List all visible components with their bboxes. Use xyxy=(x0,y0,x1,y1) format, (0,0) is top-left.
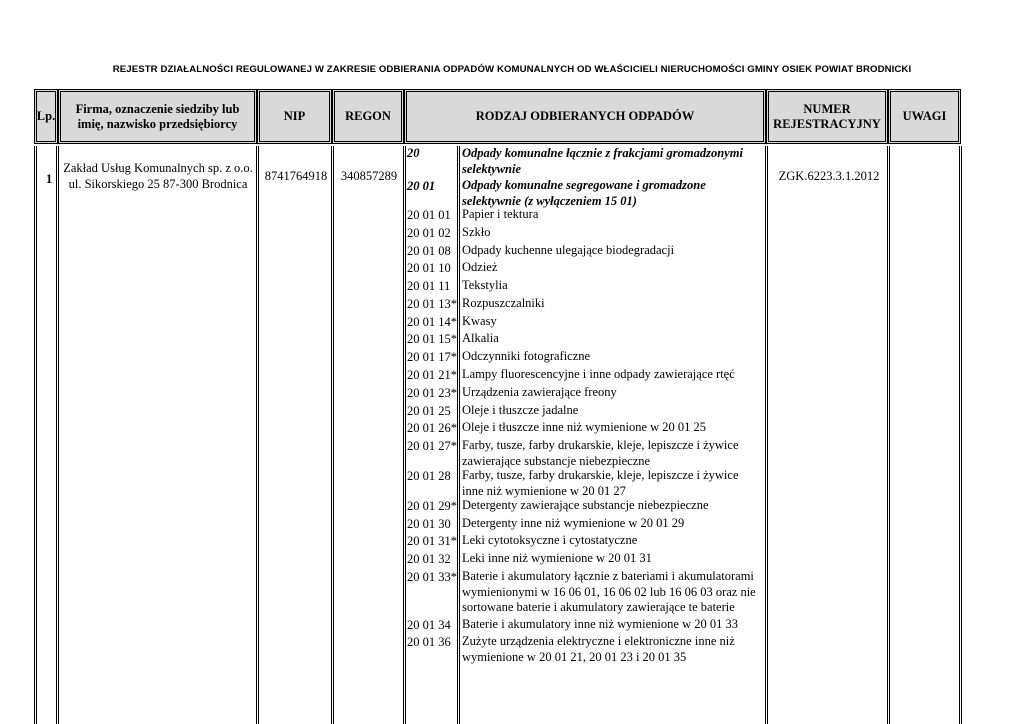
waste-desc: Oleje i tłuszcze inne niż wymienione w 20 01 25 xyxy=(462,420,707,434)
waste-code: 20 01 xyxy=(407,179,436,193)
waste-code: 20 01 34 xyxy=(407,618,451,632)
waste-desc: Zużyte urządzenia elektryczne i elektroniczne inne niż wymienione w 20 01 21, 20 01 23 i 20 01 35 xyxy=(462,634,735,664)
waste-code: 20 01 30 xyxy=(407,517,451,531)
waste-desc: Farby, tusze, farby drukarskie, kleje, lepiszcze i żywice inne niż wymienione w 20 01 27 xyxy=(462,468,739,498)
column-divider xyxy=(56,146,59,724)
waste-code: 20 01 21* xyxy=(407,368,457,382)
waste-desc: Szkło xyxy=(462,225,491,239)
header-numer: NUMER REJESTRACYJNY xyxy=(766,89,888,144)
column-divider xyxy=(403,146,406,724)
waste-code: 20 01 13* xyxy=(407,297,457,311)
header-uwagi: UWAGI xyxy=(888,89,961,144)
waste-code: 20 01 11 xyxy=(407,279,451,293)
waste-desc: Baterie i akumulatory łącznie z bateriami i akumulatorami wymienionymi w 16 06 01, 16 06 02 lub 16 06 03 oraz nie sortowane baterie i akumulatory zawierające te baterie xyxy=(462,569,756,614)
waste-desc: Odpady komunalne łącznie z frakcjami gromadzonymi selektywnie xyxy=(462,146,743,176)
waste-code: 20 01 08 xyxy=(407,244,451,258)
column-divider xyxy=(256,146,259,724)
header-nip: NIP xyxy=(257,89,332,144)
waste-code: 20 01 15* xyxy=(407,332,457,346)
waste-desc: Detergenty zawierające substancje niebezpieczne xyxy=(462,498,709,512)
header-firma: Firma, oznaczenie siedziby lub imię, nazwisko przedsiębiorcy xyxy=(58,89,257,144)
waste-code: 20 01 23* xyxy=(407,386,457,400)
header-lp: Lp. xyxy=(34,89,58,144)
header-rodzaj: RODZAJ ODBIERANYCH ODPADÓW xyxy=(404,89,766,144)
column-divider xyxy=(765,146,768,724)
waste-code: 20 01 33* xyxy=(407,570,457,584)
column-divider xyxy=(959,146,962,724)
waste-code: 20 01 28 xyxy=(407,469,451,483)
waste-desc: Urządzenia zawierające freony xyxy=(462,385,617,399)
waste-code: 20 01 17* xyxy=(407,350,457,364)
waste-code: 20 01 01 xyxy=(407,208,451,222)
entry-regon: 340857289 xyxy=(340,169,398,183)
entry-lp: 1 xyxy=(46,172,53,186)
document-title: REJESTR DZIAŁALNOŚCI REGULOWANEJ W ZAKRESIE ODBIERANIA ODPADÓW KOMUNALNYCH OD WŁAŚCICIELI NIERUCHOMOŚCI GMINY OSIEK POWIAT BRODNICKI xyxy=(112,64,912,75)
waste-desc: Odpady kuchenne ulegające biodegradacji xyxy=(462,243,675,257)
column-divider xyxy=(887,146,890,724)
waste-code: 20 01 27* xyxy=(407,439,457,453)
waste-code: 20 01 32 xyxy=(407,552,451,566)
entry-firma-line2: ul. Sikorskiego 25 87-300 Brodnica xyxy=(68,177,248,191)
waste-code: 20 01 29* xyxy=(407,499,457,513)
waste-desc: Farby, tusze, farby drukarskie, kleje, lepiszcze i żywice zawierające substancje niebezpieczne xyxy=(462,438,739,468)
waste-code: 20 01 36 xyxy=(407,635,451,649)
waste-desc: Leki inne niż wymienione w 20 01 31 xyxy=(462,551,652,565)
entry-numer: ZGK.6223.3.1.2012 xyxy=(778,169,880,183)
waste-desc: Leki cytotoksyczne i cytostatyczne xyxy=(462,533,638,547)
header-regon: REGON xyxy=(332,89,404,144)
column-divider xyxy=(331,146,334,724)
waste-desc: Odczynniki fotograficzne xyxy=(462,349,591,363)
waste-desc: Papier i tektura xyxy=(462,207,539,221)
entry-firma-line1: Zakład Usług Komunalnych sp. z o.o. xyxy=(63,161,253,175)
waste-code: 20 01 10 xyxy=(407,261,451,275)
waste-desc: Tekstylia xyxy=(462,278,508,292)
entry-nip: 8741764918 xyxy=(264,169,328,183)
waste-desc: Detergenty inne niż wymienione w 20 01 29 xyxy=(462,516,685,530)
waste-code: 20 01 02 xyxy=(407,226,451,240)
waste-code: 20 01 26* xyxy=(407,421,457,435)
waste-desc: Alkalia xyxy=(462,331,499,345)
waste-desc: Baterie i akumulatory inne niż wymienione w 20 01 33 xyxy=(462,617,738,631)
waste-desc: Lampy fluorescencyjne i inne odpady zawierające rtęć xyxy=(462,367,735,381)
waste-desc: Odzież xyxy=(462,260,498,274)
waste-desc: Oleje i tłuszcze jadalne xyxy=(462,403,579,417)
waste-desc: Kwasy xyxy=(462,314,497,328)
column-divider xyxy=(34,146,37,724)
waste-desc: Rozpuszczalniki xyxy=(462,296,545,310)
waste-desc: Odpady komunalne segregowane i gromadzone selektywnie (z wyłączeniem 15 01) xyxy=(462,178,706,208)
waste-code: 20 01 31* xyxy=(407,534,457,548)
waste-code: 20 01 25 xyxy=(407,404,451,418)
waste-code: 20 01 14* xyxy=(407,315,457,329)
waste-code: 20 xyxy=(407,146,420,160)
